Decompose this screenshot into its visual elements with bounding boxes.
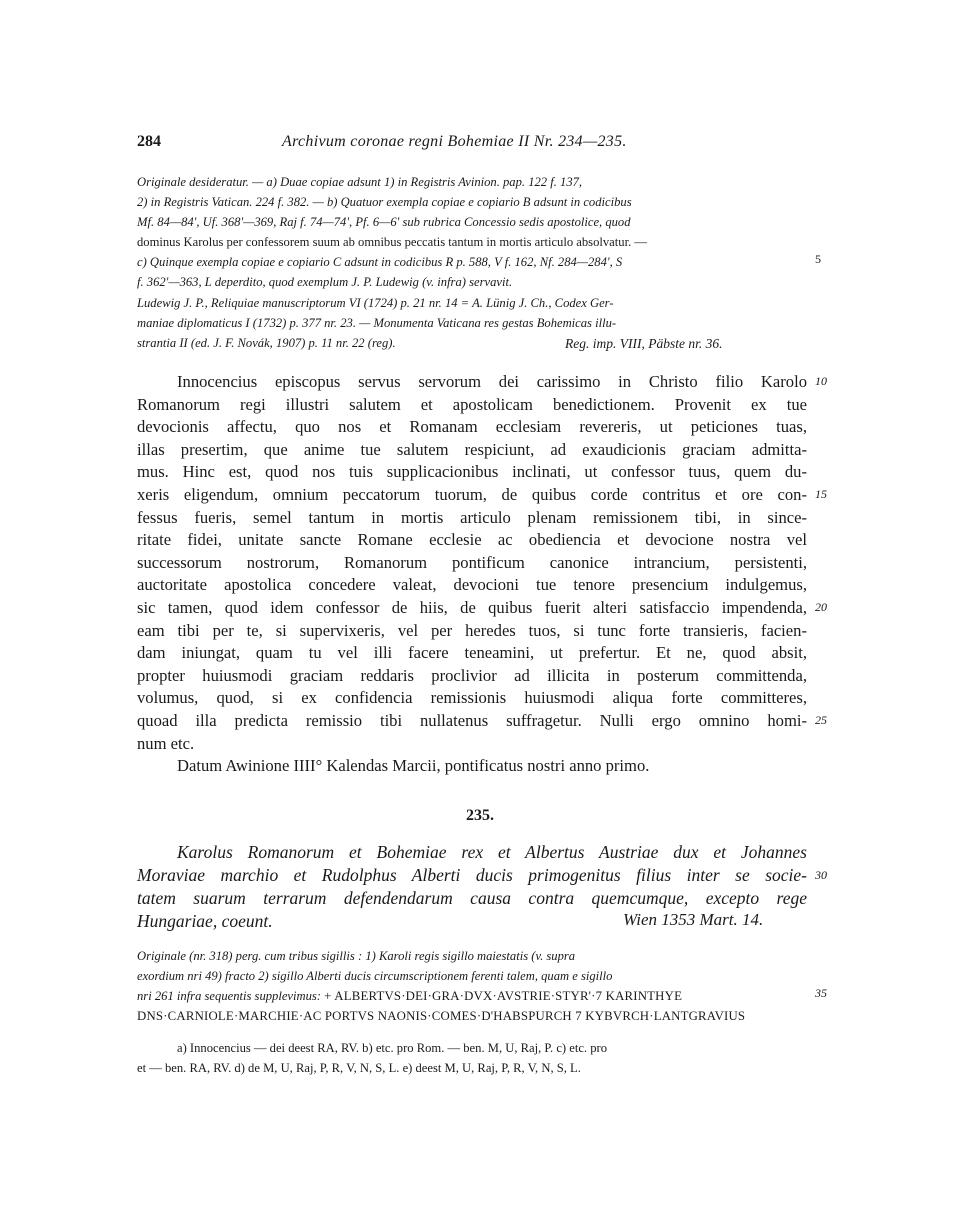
page-number: 284 [137,133,161,150]
tradition-line: Originale (nr. 318) perg. cum tribus sigillis : 1) Karoli regis sigillo maiestatis (v. supra [137,949,576,963]
regest-line: Moraviae marchio et Rudolphus Alberti ducis primogenitus filius inter se socie- [137,865,807,885]
line-number-30: 30 [815,868,827,882]
text-line: fessus fueris, semel tantum in mortis articulo plenam remissionem tibi, in since- [137,507,807,527]
line-number-10: 10 [815,374,827,388]
line-number-5: 5 [815,252,821,266]
text-line: sic tamen, quod idem confessor de hiis, de quibus fuerit alteri satisfaccio impendenda, [137,597,807,617]
text-line: propter huiusmodi graciam reddaris proclivior ad illicita in posterum committenda, [137,665,807,685]
regesta-reference: Reg. imp. VIII, Päbste nr. 36. [565,336,723,351]
doc234-tradition [137,172,807,292]
text-line: eam tibi per te, si supervixeris, vel per heredes tuos, si tunc forte transieris, facien- [137,620,807,640]
text-line: mus. Hinc est, quod nos tuis supplicacionibus inclinati, ut confessor tuus, quem du- [137,462,807,482]
date-line: Datum Awinione IIII° Kalendas Marcii, pontificatus nostri anno primo. [177,756,650,776]
text-line: Innocencius episcopus servus servorum dei carissimo in Christo filio Karolo [177,372,807,391]
text-line: num etc. [137,733,195,753]
literature-line: strantia II (ed. J. F. Novák, 1907) p. 11 nr. 22 (reg). [137,336,396,350]
document-number: 235. [466,807,494,824]
tradition-line: dominus Karolus per confessorem suum ab omnibus peccatis tantum in mortis articulo absolvatur. — [137,235,647,249]
text-line: quoad illa predicta remissio tibi nullatenus suffragetur. Nulli ergo omnino homi- [137,710,807,730]
regest-line: Hungariae, coeunt. [137,911,273,931]
line-number-35: 35 [815,986,827,1000]
tradition-line: c) Quinque exempla copiae e copiario C adsunt in codicibus R p. 588, V f. 162, Nf. 284—284', S [137,255,623,269]
line-number-15: 15 [815,487,827,501]
seal-inscription: + ALBERTVS·DEI·GRA·DVX·AVSTRIE·STYR'·7 KARINTHYE [324,989,683,1003]
footnote-line: a) Innocencius — dei deest RA, RV. b) etc. pro Rom. — ben. M, U, Raj, P. c) etc. pro [177,1041,608,1055]
text-line: ritate fidei, unitate sancte Romane ecclesie ac obediencia et devocione nostra vel [137,530,807,550]
place-date: Wien 1353 Mart. 14. [623,910,764,929]
text-line: volumus, quod, si ex confidencia remissionis huiusmodi aliqua forte committeres, [137,688,807,708]
doc235-tradition [137,946,807,1026]
text-line: illas presertim, que anime tue salutem respiciunt, ad exaudicionis graciam admitta- [137,439,807,459]
text-line: dam iniungat, quam tu vel illi facere teneamini, ut prefertur. Et ne, quod absit, [137,643,807,663]
text-line: xeris eligendum, omnium peccatorum tuorum, de quibus corde contritus et ore con- [137,484,807,504]
line-number-20: 20 [815,600,827,614]
regest-line: tatem suarum terrarum defendendarum causa contra quemcumque, excepto rege [137,888,807,908]
text-line: Romanorum regi illustri salutem et apostolicam benedictionem. Provenit ex tue [137,394,807,414]
literature-line: Ludewig J. P., Reliquiae manuscriptorum VI (1724) p. 21 nr. 14 = A. Lünig J. Ch., Codex Ger- [137,296,614,310]
regest-line: Karolus Romanorum et Bohemiae rex et Albertus Austriae dux et Johannes [177,842,807,862]
page-header [137,133,827,155]
footnote-line: et — ben. RA, RV. d) de M, U, Raj, P, R, V, N, S, L. e) deest M, U, Raj, P, R, V, N, S, L. [137,1061,581,1075]
tradition-line: nri 261 infra sequentis supplevimus: [137,989,321,1003]
footnotes [137,1038,807,1078]
running-title: Archivum coronae regni Bohemiae II Nr. 234—235. [282,133,627,150]
line-number-25: 25 [815,713,827,727]
text-line: devocionis affectu, quo nos et Romanam ecclesiam revereris, ut peticiones tuas, [137,417,807,437]
tradition-line: Originale desideratur. — a) Duae copiae adsunt 1) in Registris Avinion. pap. 122 f. 137, [137,175,583,189]
literature-line: maniae diplomaticus I (1732) p. 377 nr. 23. — Monumenta Vaticana res gestas Bohemicas illu- [137,316,617,330]
tradition-line: f. 362'—363, L deperdito, quod exemplum J. P. Ludewig (v. infra) servavit. [137,275,513,289]
text-line: auctoritate apostolica concedere valeat, devocioni tue tenore presencium indulgemus, [137,575,807,595]
tradition-line: 2) in Registris Vatican. 224 f. 382. — b) Quatuor exempla copiae e copiario B adsunt in codicibus [137,195,632,209]
text-line: successorum nostrorum, Romanorum pontificum canonice intrancium, persistenti, [137,552,807,572]
tradition-line: exordium nri 49) fracto 2) sigillo Alberti ducis circumscriptionem ferenti talem, quam e sigillo [137,969,613,983]
doc234-text [137,371,807,778]
tradition-line: Mf. 84—84', Uf. 368'—369, Raj f. 74—74', Pf. 6—6' sub rubrica Concessio sedis apostolice, quod [137,215,631,229]
seal-inscription: DNS·CARNIOLE·MARCHIE·AC PORTVS NAONIS·COMES·D'HABSPURCH 7 KYBVRCH·LANTGRAVIUS [137,1009,746,1023]
